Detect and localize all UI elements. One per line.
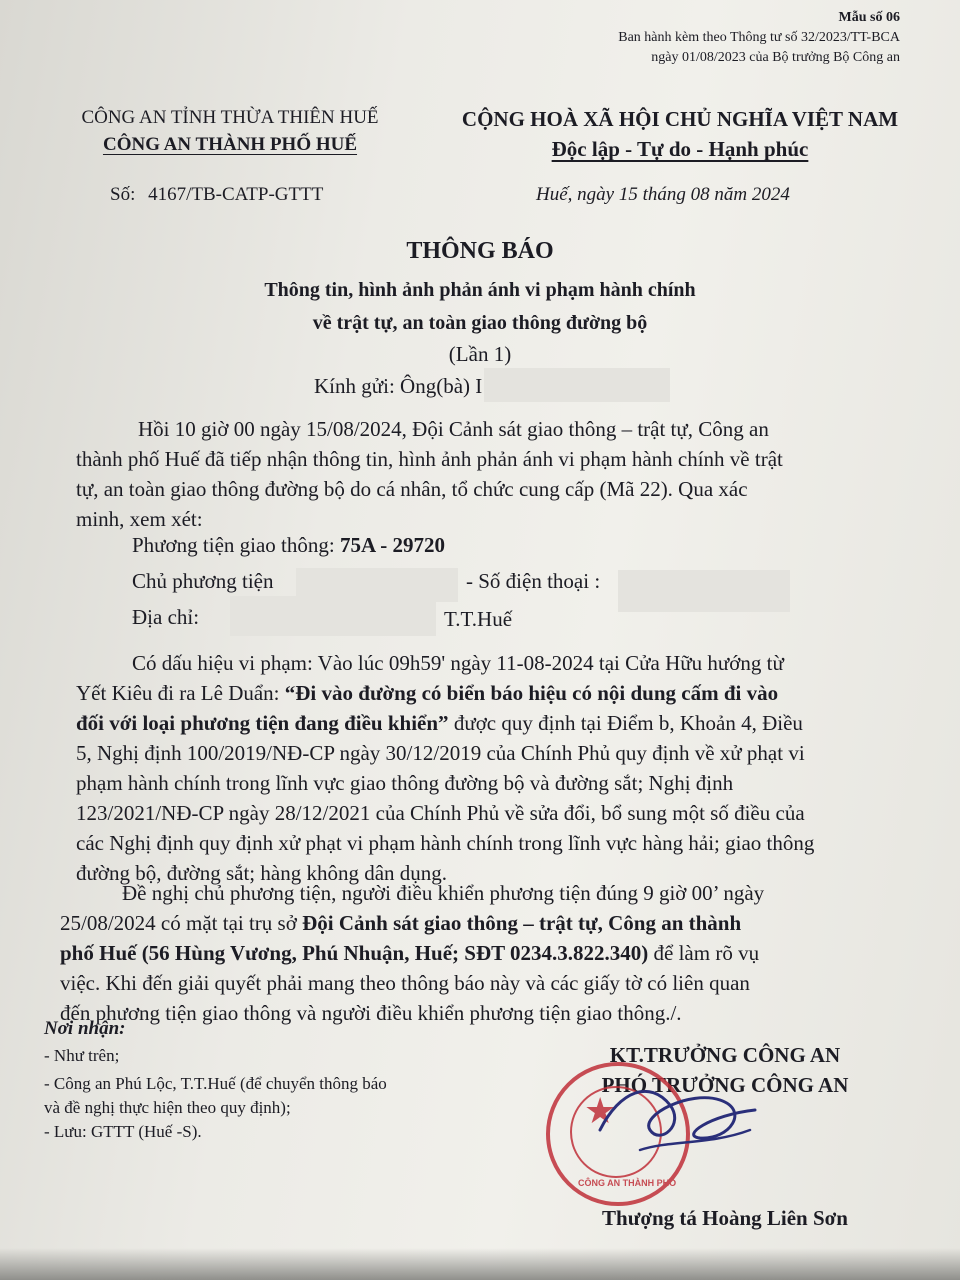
page-edge-shadow (0, 1248, 960, 1280)
request-line (60, 938, 890, 968)
violation-legal-basis: được quy định tại Điểm b, Khoản 4, Điều (448, 711, 803, 735)
signatory-position2: PHÓ TRƯỞNG CÔNG AN (601, 1073, 849, 1097)
violation-line: 123/2021/NĐ-CP ngày 28/12/2021 của Chính Phủ về sửa đổi, bổ sung một số điều của (76, 801, 805, 825)
request-line (60, 908, 890, 938)
violation-line: phạm hành chính trong lĩnh vực giao thông đường bộ và đường sắt; Nghị định (76, 771, 734, 795)
address-label: Địa chỉ: (132, 605, 200, 629)
document-number-value: 4167/TB-CATP-GTTT (148, 184, 324, 205)
request-paragraph (60, 878, 890, 1028)
violation-description: đối với loại phương tiện đang điều khiển” (76, 711, 449, 735)
redacted-address (230, 596, 436, 636)
document-number (110, 184, 323, 206)
violation-line: 5, Nghị định 100/2019/NĐ-CP ngày 30/12/2019 của Chính Phủ quy định về xử phạt vi (76, 741, 805, 765)
recipients-label: Nơi nhận: (44, 1018, 126, 1039)
owner-label: Chủ phương tiện (132, 569, 274, 593)
form-reference (600, 8, 900, 68)
nation-header (430, 104, 930, 164)
vehicle-plate: 75A - 29720 (339, 533, 445, 557)
request-office: Đội Cảnh sát giao thông – trật tự, Công an thành (302, 911, 742, 935)
subtitle-line1: Thông tin, hình ảnh phản ánh vi phạm hành chính (264, 279, 696, 301)
phone-label: - Số điện thoại : (466, 569, 601, 593)
request-purpose: để làm rõ vụ (648, 941, 760, 965)
agency-line1: CÔNG AN TỈNH THỪA THIÊN HUẾ (81, 107, 379, 128)
violation-line (76, 678, 892, 708)
document-title: THÔNG BÁO (406, 238, 554, 264)
address-province: T.T.Huế (444, 607, 513, 631)
signatory-position1: KT.TRƯỞNG CÔNG AN (609, 1043, 841, 1067)
vehicle-label: Phương tiện giao thông: (132, 533, 335, 557)
agency-line2: CÔNG AN THÀNH PHỐ HUẾ (102, 134, 358, 155)
request-office-address: phố Huế (56 Hùng Vương, Phú Nhuận, Huế; SĐT 0234.3.822.340) (60, 941, 649, 965)
addressee: Kính gửi: Ông(bà) I (314, 374, 483, 398)
form-issued-line2: ngày 01/08/2023 của Bộ trưởng Bộ Công an (651, 50, 900, 65)
handwritten-signature-icon (580, 1060, 780, 1180)
violation-line: Có dấu hiệu vi phạm: Vào lúc 09h59' ngày 11-08-2024 tại Cửa Hữu hướng từ (132, 651, 784, 675)
vehicle-row (132, 530, 445, 560)
request-line: đến phương tiện giao thông và người điều khiển phương tiện giao thông./. (60, 1001, 682, 1025)
nation-motto: Độc lập - Tự do - Hạnh phúc (551, 137, 809, 161)
document-number-label: Số: (110, 184, 136, 205)
recipients-list (44, 1044, 387, 1144)
form-issued-line1: Ban hành kèm theo Thông tư số 32/2023/TT-BCA (618, 30, 900, 45)
intro-paragraph (76, 414, 892, 534)
request-line: việc. Khi đến giải quyết phải mang theo thông báo này và các giấy tờ có liên quan (60, 971, 750, 995)
intro-line: Hồi 10 giờ 00 ngày 15/08/2024, Đội Cảnh sát giao thông – trật tự, Công an (138, 417, 769, 441)
subtitle-line2: về trật tự, an toàn giao thông đường bộ (312, 312, 648, 334)
request-date: 25/08/2024 có mặt tại trụ sở (60, 911, 303, 935)
agency-header (40, 104, 420, 158)
seal-text: CÔNG AN THÀNH PHỐ (578, 1178, 677, 1188)
recipient-item: - Như trên; (44, 1046, 120, 1065)
violation-line: đường bộ, đường sắt; hàng không dân dụng. (76, 861, 448, 885)
recipient-item: và đề nghị thực hiện theo quy định); (44, 1098, 291, 1117)
intro-line: tự, an toàn giao thông đường bộ do cá nhân, tổ chức cung cấp (Mã 22). Qua xác (76, 477, 748, 501)
notice-round: (Lần 1) (448, 342, 512, 366)
violation-paragraph (76, 648, 892, 888)
violation-location: Yết Kiêu đi ra Lê Duẩn: (76, 681, 285, 705)
recipient-item: - Công an Phú Lộc, T.T.Huế (để chuyển thông báo (44, 1074, 387, 1093)
signatory-name: Thượng tá Hoàng Liên Sơn (602, 1206, 848, 1230)
intro-line: thành phố Huế đã tiếp nhận thông tin, hình ảnh phản ánh vi phạm hành chính về trật (76, 447, 783, 471)
violation-line (76, 708, 892, 738)
seal-star-icon: ★ (584, 1091, 617, 1131)
document-subtitle (0, 274, 960, 340)
intro-line: minh, xem xét: (76, 507, 203, 531)
redacted-name (484, 368, 670, 402)
violation-description: “Đi vào đường có biển báo hiệu có nội dung cấm đi vào (284, 681, 779, 705)
request-line: Đề nghị chủ phương tiện, người điều khiển phương tiện đúng 9 giờ 00’ ngày (122, 881, 765, 905)
form-number: Mẫu số 06 (838, 10, 900, 25)
document-date: Huế, ngày 15 tháng 08 năm 2024 (536, 184, 790, 205)
recipient-item: - Lưu: GTTT (Huế -S). (44, 1122, 202, 1141)
nation-line1: CỘNG HOÀ XÃ HỘI CHỦ NGHĨA VIỆT NAM (461, 107, 899, 131)
redacted-phone (618, 570, 790, 612)
violation-line: các Nghị định quy định xử phạt vi phạm hành chính trong lĩnh vực hàng hải; giao thông (76, 831, 815, 855)
